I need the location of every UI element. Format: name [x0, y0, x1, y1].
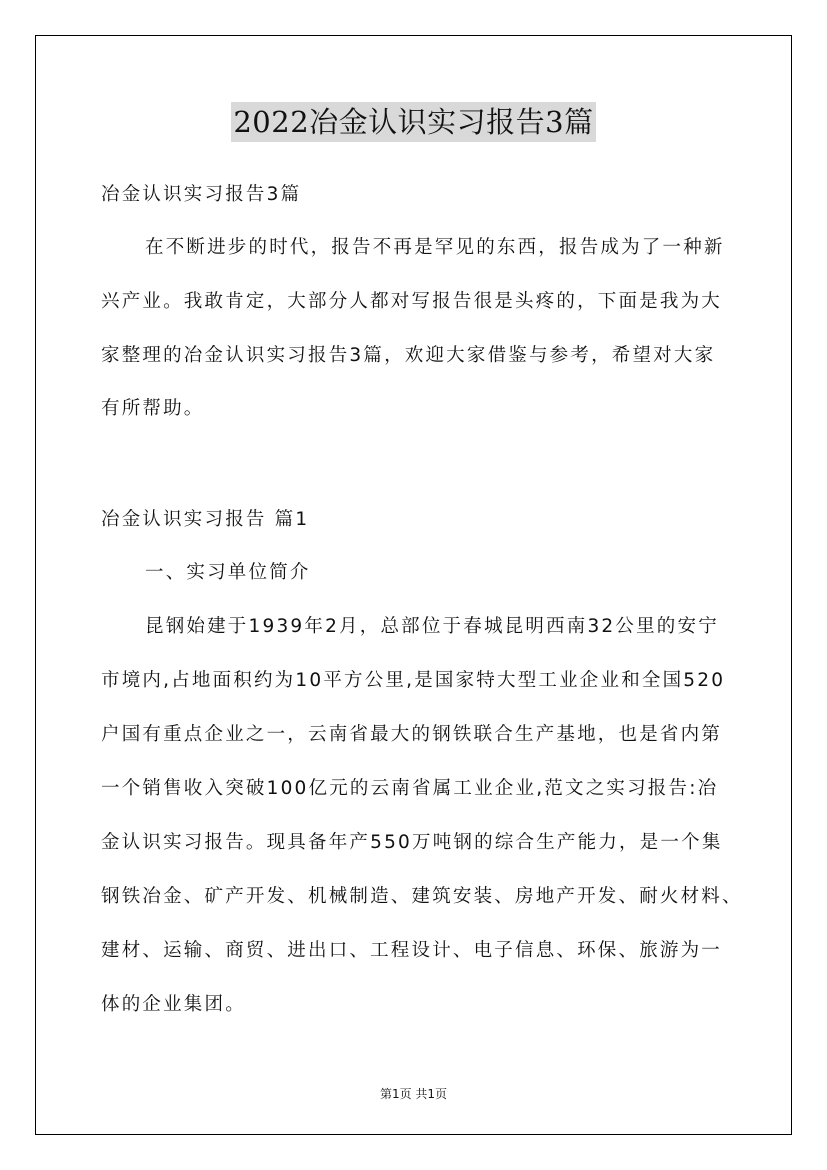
- body-line-5: 金认识实习报告。现具备年产550万吨钢的综合生产能力，是一个集: [101, 832, 723, 853]
- intro-line-3: 家整理的冶金认识实习报告3篇，欢迎大家借鉴与参考，希望对大家: [101, 345, 716, 366]
- title-container: [0, 102, 827, 142]
- section-heading: 冶金认识实习报告 篇1: [101, 509, 310, 530]
- body-line-1: 昆钢始建于1939年2月，总部位于春城昆明西南32公里的安宁: [145, 616, 719, 637]
- document-title: 2022冶金认识实习报告3篇: [231, 102, 595, 142]
- subsection-heading: 一、实习单位简介: [145, 562, 311, 583]
- body-line-2: 市境内,占地面积约为10平方公里,是国家特大型工业企业和全国520: [101, 670, 726, 691]
- page-footer: 第1页 共1页: [379, 1087, 448, 1101]
- body-line-7: 建材、运输、商贸、进出口、工程设计、电子信息、环保、旅游为一: [101, 940, 723, 961]
- body-line-8: 体的企业集团。: [101, 994, 246, 1015]
- document-subtitle: 冶金认识实习报告3篇: [101, 184, 302, 205]
- body-line-6: 钢铁冶金、矿产开发、机械制造、建筑安装、房地产开发、耐火材料、: [101, 886, 743, 907]
- body-line-4: 一个销售收入突破100亿元的云南省属工业企业,范文之实习报告:冶: [101, 778, 719, 799]
- intro-line-2: 兴产业。我敢肯定，大部分人都对写报告很是头疼的，下面是我为大: [101, 291, 723, 312]
- intro-line-4: 有所帮助。: [101, 398, 205, 419]
- body-line-3: 户国有重点企业之一，云南省最大的钢铁联合生产基地，也是省内第: [101, 724, 723, 745]
- intro-line-1: 在不断进步的时代，报告不再是罕见的东西，报告成为了一种新: [145, 237, 725, 258]
